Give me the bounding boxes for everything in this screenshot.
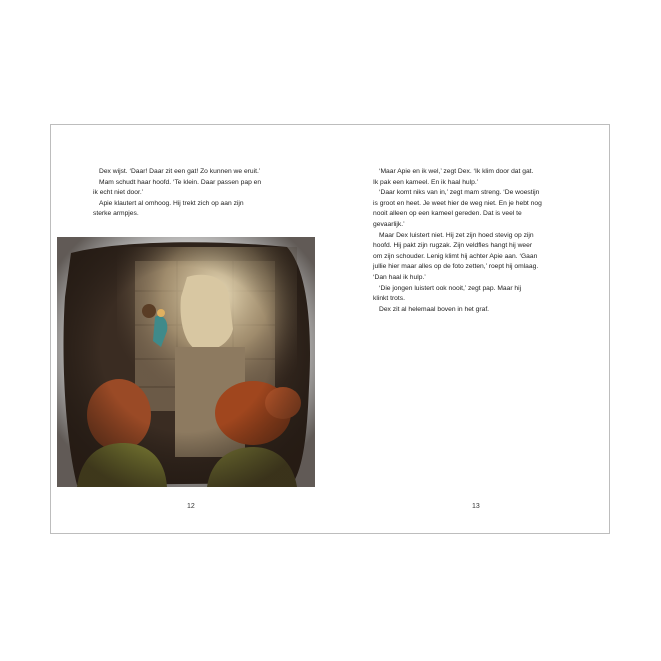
right-paragraph-4: ‘Die jongen luistert ook nooit,’ zegt pap. Maar hij klinkt trots. xyxy=(373,284,522,303)
book-spread xyxy=(50,124,610,534)
tomb-illustration xyxy=(57,237,315,487)
right-paragraph-3: Maar Dex luistert niet. Hij zet zijn hoed stevig op zijn hoofd. Hij pakt zijn rugzak. Zijn veldfles hangt hij weer om zijn schouder. Lenig klimt hij achter Apie aan. ‘Gaan jullie hier maar alles op de foto zetten,’ roept hij omlaag. ‘Dan haal ik hulp.’ xyxy=(373,231,539,281)
left-paragraph-1: Dex wijst. ‘Daar! Daar zit een gat! Zo kunnen we eruit.’ xyxy=(99,168,261,175)
right-paragraph-1: ‘Maar Apie en ik wel,’ zegt Dex. ‘Ik klim door dat gat. Ik pak een kameel. En ik haal hulp.’ xyxy=(373,168,534,186)
left-page-text xyxy=(93,167,298,220)
page-number-right: 13 xyxy=(472,503,480,510)
right-paragraph-2: ‘Daar komt niks van in,’ zegt mam streng. ‘De woestijn is groot en heet. Je weet hier de weg niet. En je hebt nog nooit alleen op een kameel gereden. Dat is veel te gevaarlijk.’ xyxy=(373,189,542,228)
left-paragraph-2: Mam schudt haar hoofd. ‘Te klein. Daar passen pap en ik echt niet door.’ xyxy=(93,178,262,197)
page-number-left: 12 xyxy=(187,503,195,510)
right-paragraph-5: Dex zit al helemaal boven in het graf. xyxy=(379,305,490,313)
left-paragraph-3: Apie klautert al omhoog. Hij trekt zich op aan zijn sterke armpjes. xyxy=(93,199,244,218)
right-page-text xyxy=(373,167,573,315)
